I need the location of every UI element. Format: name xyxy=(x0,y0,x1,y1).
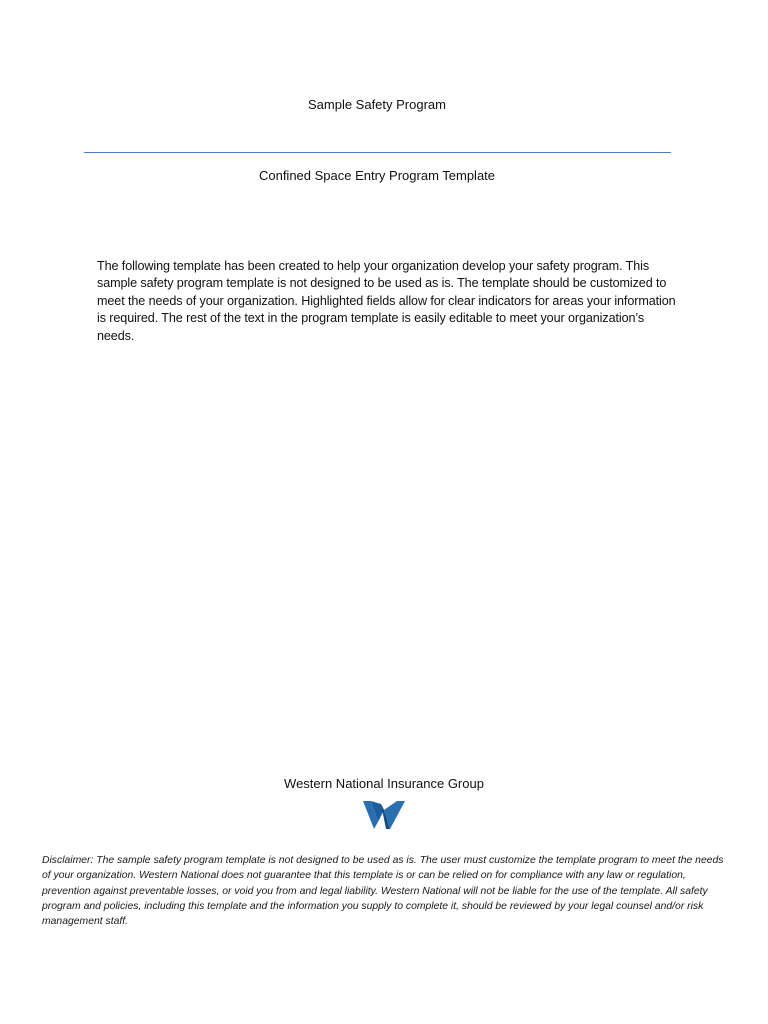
document-subtitle: Confined Space Entry Program Template xyxy=(258,168,496,183)
intro-paragraph: The following template has been created to help your organization develop your safety program. This sample safety program template is not designed to be used as is. The template should be customized to meet the needs of your organization. Highlighted fields allow for clear indicators for areas your information is required. The rest of the text in the program template is easily editable to meet your organization’s needs. xyxy=(97,259,676,343)
western-national-logo-icon xyxy=(362,800,406,830)
company-name: Western National Insurance Group xyxy=(284,776,484,791)
page-header-title: Sample Safety Program xyxy=(307,97,446,112)
disclaimer-text: Disclaimer: The sample safety program template is not designed to be used as is. The user must customize the template program to meet the needs of your organization. Western National does not guarantee that this template is or can be relied on for compliance with any law or regulation, prevention against preventable losses, or void you from and legal liability. Western National will not be liable for the use of the template. All safety program and policies, including this template and the information you supply to complete it, should be reviewed by your legal counsel and/or risk management staff. xyxy=(42,855,724,928)
header-divider xyxy=(84,152,671,153)
